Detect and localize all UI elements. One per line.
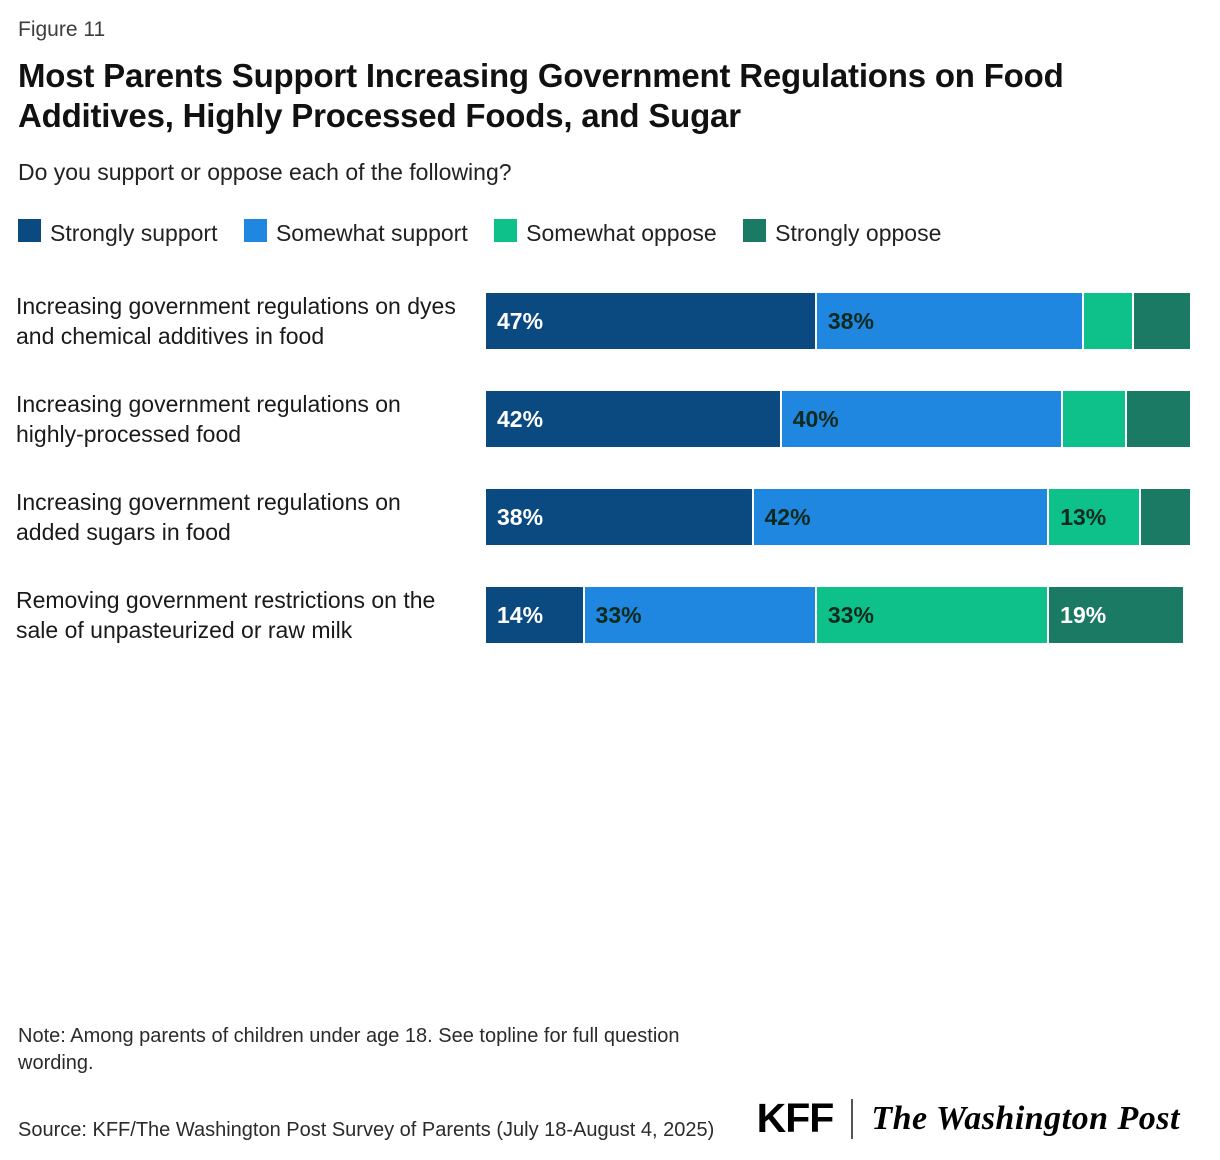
figure-label: Figure 11: [18, 18, 106, 41]
chart-row: [16, 371, 1190, 467]
bar-segment-strongly-oppose: [1134, 293, 1190, 349]
chart-row-label: Increasing government regulations on highly-processed food: [16, 390, 401, 448]
bar-segment-somewhat-support: [782, 391, 1064, 447]
brand-lockup: [757, 1095, 1190, 1144]
legend-swatch-somewhat-support: [244, 219, 267, 242]
legend-swatch-strongly-oppose: [743, 219, 766, 242]
bar-value-label: 40%: [792, 405, 839, 432]
legend-label-somewhat-oppose: Somewhat oppose: [526, 219, 717, 246]
chart-row-label: Increasing government regulations on added sugars in food: [16, 488, 401, 546]
chart-row: [16, 469, 1190, 565]
bar-value-label: 47%: [497, 307, 544, 334]
brand-divider: [851, 1099, 853, 1139]
bar-segment-somewhat-oppose: [817, 587, 1049, 643]
chart-row: [16, 273, 1190, 369]
legend-swatch-somewhat-oppose: [494, 219, 517, 242]
chart-row-bars: [486, 391, 1190, 447]
bar-segment-strongly-support: [486, 489, 754, 545]
legend-label-strongly-support: Strongly support: [50, 219, 218, 246]
legend-item-somewhat-oppose: [494, 216, 717, 252]
bar-segment-strongly-support: [486, 293, 817, 349]
bar-segment-strongly-support: [486, 391, 782, 447]
legend-item-somewhat-support: [244, 216, 468, 252]
bar-value-label: 33%: [595, 601, 642, 628]
legend-item-strongly-support: [18, 216, 217, 252]
chart-row-bars: [486, 293, 1190, 349]
legend-item-strongly-oppose: [743, 216, 941, 252]
bar-value-label: 14%: [497, 601, 544, 628]
chart-footer: [16, 1023, 1190, 1144]
chart-row-label: Increasing government regulations on dyes and chemical additives in food: [16, 292, 456, 350]
bar-value-label: 38%: [497, 503, 544, 530]
bar-value-label: 19%: [1060, 601, 1107, 628]
bar-segment-strongly-oppose: [1141, 489, 1190, 545]
bar-segment-somewhat-support: [585, 587, 817, 643]
bar-value-label: 38%: [827, 307, 874, 334]
page-title: Most Parents Support Increasing Government Regulations on Food Additives, Highly Processed Foods, and Sugar: [18, 57, 1064, 135]
bar-segment-strongly-support: [486, 587, 585, 643]
bar-segment-somewhat-oppose: [1063, 391, 1126, 447]
bar-segment-somewhat-support: [754, 489, 1050, 545]
kff-logo: KFF: [756, 1095, 834, 1141]
stacked-bar-chart: [16, 273, 1190, 663]
chart-row-bars: [486, 587, 1190, 643]
washington-post-logo: The Washington Post: [871, 1099, 1180, 1137]
bar-value-label: 33%: [827, 601, 874, 628]
bar-segment-strongly-oppose: [1127, 391, 1190, 447]
chart-row-bars: [486, 489, 1190, 545]
bar-value-label: 42%: [764, 503, 811, 530]
chart-row: [16, 567, 1190, 663]
legend-label-somewhat-support: Somewhat support: [275, 219, 468, 246]
bar-segment-somewhat-support: [817, 293, 1085, 349]
bar-segment-somewhat-oppose: [1049, 489, 1141, 545]
chart-source: Source: KFF/The Washington Post Survey of Parents (July 18-August 4, 2025): [18, 1119, 715, 1141]
bar-value-label: 13%: [1060, 503, 1107, 530]
bar-segment-strongly-oppose: [1049, 587, 1183, 643]
bar-value-label: 42%: [497, 405, 544, 432]
source-row: [16, 1095, 1190, 1144]
chart-subtitle: Do you support or oppose each of the following?: [18, 158, 512, 185]
chart-note: Note: Among parents of children under age 18. See topline for full question wording.: [18, 1025, 680, 1074]
chart-row-label: Removing government restrictions on the sale of unpasteurized or raw milk: [16, 586, 436, 644]
legend-label-strongly-oppose: Strongly oppose: [775, 219, 942, 246]
legend-swatch-strongly-support: [18, 219, 41, 242]
chart-legend: [18, 216, 1190, 252]
bar-segment-somewhat-oppose: [1084, 293, 1133, 349]
